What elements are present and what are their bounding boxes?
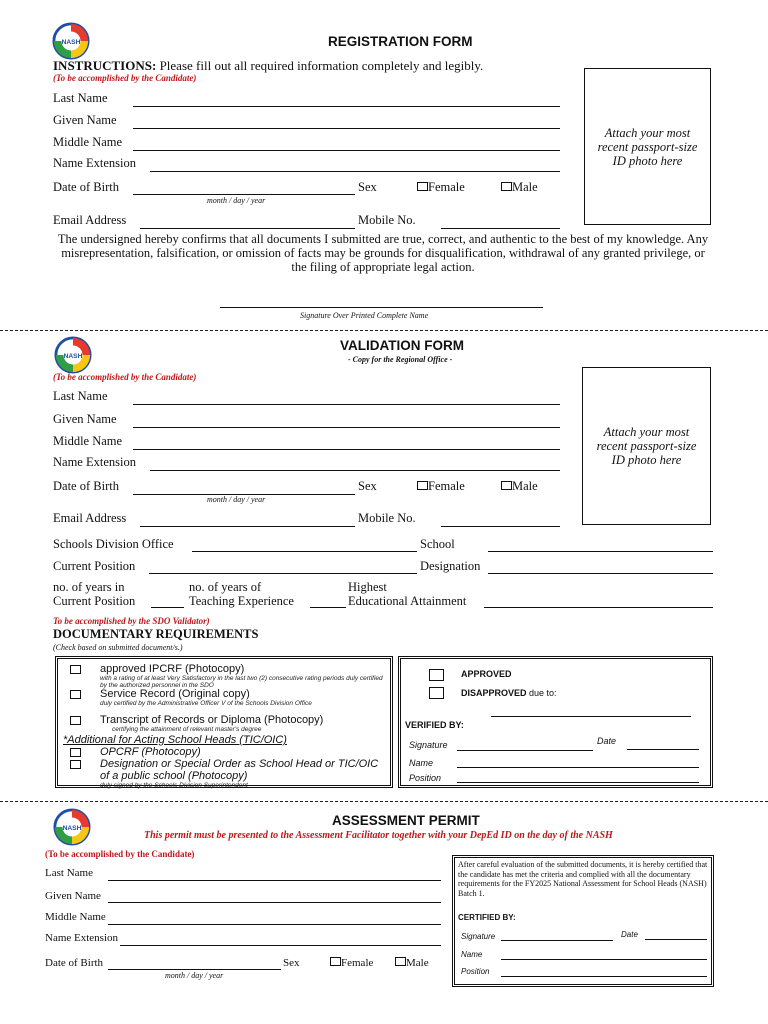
v-signature-field[interactable] bbox=[457, 750, 593, 751]
position-label: Current Position bbox=[53, 559, 136, 573]
requirements-box bbox=[55, 656, 393, 788]
name-extension-field[interactable] bbox=[150, 171, 560, 172]
cut-line bbox=[0, 801, 768, 802]
email-label: Email Address bbox=[53, 213, 127, 227]
last-name-label: Last Name bbox=[53, 91, 108, 105]
cut-line bbox=[0, 330, 768, 331]
disapproved-label: DISAPPROVED due to: bbox=[461, 688, 557, 698]
dob-field[interactable] bbox=[133, 194, 355, 195]
v-male-option[interactable]: Male bbox=[501, 479, 538, 494]
v-given-name-field[interactable] bbox=[133, 427, 560, 428]
p-female-option[interactable]: Female bbox=[330, 957, 373, 969]
v-middle-name-label: Middle Name bbox=[53, 434, 123, 448]
p-date-label: Date bbox=[621, 930, 638, 939]
position-field[interactable] bbox=[149, 573, 417, 574]
designation-field[interactable] bbox=[488, 573, 713, 574]
req-checkbox[interactable] bbox=[70, 716, 81, 725]
female-option[interactable]: Female bbox=[417, 180, 465, 195]
acting-heading: *Additional for Acting School Heads (TIC/OIC) bbox=[63, 734, 287, 746]
middle-name-label: Middle Name bbox=[53, 135, 123, 149]
p-signature-field[interactable] bbox=[501, 940, 613, 941]
certification-box bbox=[452, 855, 714, 987]
p-name-extension-label: Name Extension bbox=[45, 932, 119, 944]
photo-box[interactable]: Attach your most recent passport-size ID photo here bbox=[584, 68, 711, 225]
education-field[interactable] bbox=[484, 607, 713, 608]
nash-logo-icon bbox=[52, 22, 90, 60]
signature-caption: Signature Over Printed Complete Name bbox=[300, 311, 429, 320]
p-dob-hint: month / day / year bbox=[165, 971, 224, 980]
v-given-name-label: Given Name bbox=[53, 412, 117, 426]
given-name-label: Given Name bbox=[53, 113, 117, 127]
req-item[interactable]: approved IPCRF (Photocopy) with a rating of at least Very Satisfactory in the last two (2) consecutive rating periods duly certified by the authorized personnel in the SDO bbox=[70, 663, 388, 689]
sex-label: Sex bbox=[358, 180, 377, 194]
male-checkbox[interactable] bbox=[501, 182, 512, 191]
v-date-field[interactable] bbox=[627, 749, 699, 750]
v-photo-box[interactable]: Attach your most recent passport-size ID photo here bbox=[582, 367, 711, 525]
verified-by-label: VERIFIED BY: bbox=[405, 720, 464, 730]
p-name-field[interactable] bbox=[501, 959, 707, 960]
permit-note: (To be accomplished by the Candidate) bbox=[45, 849, 195, 859]
req-checkbox[interactable] bbox=[70, 748, 81, 757]
female-checkbox[interactable] bbox=[417, 182, 428, 191]
years-position-label: no. of years in Current Position bbox=[53, 580, 136, 608]
v-position-label: Position bbox=[409, 773, 442, 783]
v-mobile-label: Mobile No. bbox=[358, 511, 416, 525]
v-date-label: Date bbox=[597, 736, 617, 746]
permit-title: ASSESSMENT PERMIT bbox=[332, 813, 480, 828]
v-name-field[interactable] bbox=[457, 767, 699, 768]
doc-req-hint: (Check based on submitted document/s.) bbox=[53, 643, 183, 652]
v-middle-name-field[interactable] bbox=[133, 449, 560, 450]
p-female-checkbox[interactable] bbox=[330, 957, 341, 966]
v-email-label: Email Address bbox=[53, 511, 127, 525]
approved-checkbox[interactable] bbox=[429, 669, 444, 681]
last-name-field[interactable] bbox=[133, 106, 560, 107]
p-last-name-label: Last Name bbox=[45, 867, 93, 879]
dob-hint: month / day / year bbox=[207, 196, 266, 205]
v-last-name-field[interactable] bbox=[133, 404, 560, 405]
mobile-label: Mobile No. bbox=[358, 213, 416, 227]
signature-field[interactable] bbox=[220, 307, 543, 308]
p-middle-name-label: Middle Name bbox=[45, 911, 106, 923]
v-dob-label: Date of Birth bbox=[53, 479, 119, 493]
p-signature-label: Signature bbox=[461, 932, 496, 941]
sdo-field[interactable] bbox=[192, 551, 417, 552]
nash-logo-icon bbox=[53, 808, 91, 846]
p-last-name-field[interactable] bbox=[108, 880, 441, 881]
years-teaching-field[interactable] bbox=[310, 607, 346, 608]
v-dob-hint: month / day / year bbox=[207, 495, 266, 504]
education-label: Highest Educational Attainment bbox=[348, 580, 467, 608]
instructions: INSTRUCTIONS: Please fill out all required information completely and legibly. bbox=[53, 58, 484, 73]
svg-text:NASH: NASH bbox=[61, 38, 81, 46]
name-extension-label: Name Extension bbox=[53, 156, 136, 170]
p-given-name-field[interactable] bbox=[108, 902, 441, 903]
declaration-text: The undersigned hereby confirms that all documents I submitted are true, correct, and authentic to the best of my knowledge. Any misrepresentation, falsification, or omission of facts may be grounds for disqualification, withdrawal of any granted privilege, or the filing of appropriate legal action. bbox=[57, 232, 709, 274]
email-field[interactable] bbox=[140, 228, 355, 229]
req-item[interactable]: Transcript of Records or Diploma (Photocopy) certifying the attainment of relevant master's degree bbox=[70, 714, 388, 733]
verification-box bbox=[398, 656, 713, 788]
v-female-checkbox[interactable] bbox=[417, 481, 428, 490]
permit-subtitle: This permit must be presented to the Assessment Facilitator together with your DepEd ID on the day of the NASH bbox=[144, 830, 613, 841]
req-item[interactable]: Service Record (Original copy) duly certified by the Administrative Officer V of the Schools Division Office bbox=[70, 688, 388, 707]
v-sex-label: Sex bbox=[358, 479, 377, 493]
nash-logo-icon bbox=[54, 336, 92, 374]
svg-text:NASH: NASH bbox=[62, 824, 82, 832]
p-name-extension-field[interactable] bbox=[120, 945, 441, 946]
approved-label: APPROVED bbox=[461, 669, 512, 679]
registration-title: REGISTRATION FORM bbox=[328, 34, 473, 49]
designation-label: Designation bbox=[420, 559, 481, 573]
req-item[interactable]: Designation or Special Order as School Head or TIC/OIC of a public school (Photocopy) duly signed by the Schools Division Superintendent bbox=[70, 758, 388, 789]
middle-name-field[interactable] bbox=[133, 150, 560, 151]
p-date-field[interactable] bbox=[645, 939, 707, 940]
v-mobile-field[interactable] bbox=[441, 526, 560, 527]
p-male-checkbox[interactable] bbox=[395, 957, 406, 966]
sdo-note: To be accomplished by the SDO Validator) bbox=[53, 616, 210, 626]
v-signature-label: Signature bbox=[409, 740, 448, 750]
disapproval-reason-field[interactable] bbox=[491, 716, 691, 717]
doc-req-title: DOCUMENTARY REQUIREMENTS bbox=[53, 627, 259, 641]
validation-note: (To be accomplished by the Candidate) bbox=[53, 372, 197, 382]
years-position-field[interactable] bbox=[151, 607, 184, 608]
v-name-extension-field[interactable] bbox=[150, 470, 560, 471]
v-last-name-label: Last Name bbox=[53, 389, 108, 403]
mobile-field[interactable] bbox=[441, 228, 560, 229]
v-position-field[interactable] bbox=[457, 782, 699, 783]
p-middle-name-field[interactable] bbox=[108, 924, 441, 925]
p-dob-field[interactable] bbox=[108, 969, 281, 970]
registration-note: (To be accomplished by the Candidate) bbox=[53, 73, 197, 83]
p-sex-label: Sex bbox=[283, 957, 300, 969]
v-male-checkbox[interactable] bbox=[501, 481, 512, 490]
p-male-option[interactable]: Male bbox=[395, 957, 429, 969]
v-email-field[interactable] bbox=[140, 526, 355, 527]
certification-text: After careful evaluation of the submitted documents, it is hereby certified that the candidate has met the criteria and complied with all the documentary requirements for the FY2025 National Assessment for School Heads (NASH) Batch 1. bbox=[458, 860, 708, 898]
school-label: School bbox=[420, 537, 455, 551]
v-name-extension-label: Name Extension bbox=[53, 455, 136, 469]
validation-title: VALIDATION FORM bbox=[340, 338, 464, 353]
certified-by-label: CERTIFIED BY: bbox=[458, 913, 516, 922]
given-name-field[interactable] bbox=[133, 128, 560, 129]
years-teaching-label: no. of years of Teaching Experience bbox=[189, 580, 294, 608]
p-position-field[interactable] bbox=[501, 976, 707, 977]
p-position-label: Position bbox=[461, 967, 490, 976]
svg-text:NASH: NASH bbox=[63, 352, 83, 360]
p-dob-label: Date of Birth bbox=[45, 957, 104, 969]
sdo-label: Schools Division Office bbox=[53, 537, 174, 551]
validation-subtitle: - Copy for the Regional Office - bbox=[348, 355, 453, 364]
p-given-name-label: Given Name bbox=[45, 890, 101, 902]
req-checkbox[interactable] bbox=[70, 760, 81, 769]
req-checkbox[interactable] bbox=[70, 690, 81, 699]
male-option[interactable]: Male bbox=[501, 180, 538, 195]
dob-label: Date of Birth bbox=[53, 180, 119, 194]
disapproved-checkbox[interactable] bbox=[429, 687, 444, 699]
p-name-label: Name bbox=[461, 950, 483, 959]
school-field[interactable] bbox=[488, 551, 713, 552]
req-item[interactable]: OPCRF (Photocopy) bbox=[70, 746, 388, 758]
v-female-option[interactable]: Female bbox=[417, 479, 465, 494]
v-name-label: Name bbox=[409, 758, 434, 768]
req-checkbox[interactable] bbox=[70, 665, 81, 674]
